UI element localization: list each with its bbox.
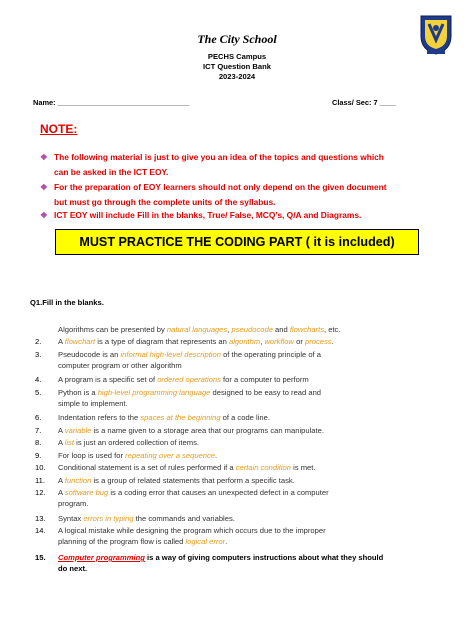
list-item: 12. A software bug is a coding error that causes an unexpected defect in a computer program. xyxy=(35,488,329,508)
name-field: Name: ________________________________ xyxy=(33,98,190,107)
list-item: Algorithms can be presented by natural languages, pseudocode and flowcharts, etc. xyxy=(58,325,341,334)
diamond-bullet-icon: ❖ xyxy=(40,152,48,162)
note-bullet: ❖ For the preparation of EOY learners should not only depend on the given document but must go through the complete units of the syllabus. xyxy=(40,182,387,207)
list-item: 5. Python is a high-level programming language designed to be easy to read and simple to implement. xyxy=(35,388,322,408)
class-section-field: Class/ Sec: 7 ____ xyxy=(332,98,397,107)
academic-year: 2023-2024 xyxy=(218,72,256,81)
document-title: ICT Question Bank xyxy=(203,62,271,71)
note-bullet: ❖ ICT EOY will include Fill in the blanks, True/ False, MCQ’s, Q/A and Diagrams. xyxy=(40,208,440,223)
school-crest-logo xyxy=(419,14,453,56)
list-item: 7. A variable is a name given to a storage area that our programs can manipulate. xyxy=(35,426,324,435)
list-item: 6. Indentation refers to the spaces at the beginning of a code line. xyxy=(35,413,270,422)
diamond-bullet-icon: ❖ xyxy=(40,182,48,192)
list-item: 8. A list is just an ordered collection of items. xyxy=(35,438,199,447)
list-item: 3. Pseudocode is an informal high-level description of the operating principle of a computer program or other algorithm xyxy=(35,350,322,370)
list-item: 14. A logical mistake while designing the program which occurs due to the improper planning of the program flow is called logical error. xyxy=(35,526,326,546)
campus-name: PECHS Campus xyxy=(207,52,267,61)
list-item: 4. A program is a specific set of ordered operations for a computer to perform xyxy=(35,375,309,384)
school-name: The City School xyxy=(197,32,277,46)
practice-banner: MUST PRACTICE THE CODING PART ( it is included) xyxy=(55,229,419,255)
list-item: 15. Computer programming is a way of giving computers instructions about what they should do next. xyxy=(35,553,384,573)
list-item: 10. Conditional statement is a set of rules performed if a certain condition is met. xyxy=(35,463,316,472)
note-heading: NOTE: xyxy=(40,122,78,136)
list-item: 11. A function is a group of related statements that perform a specific task. xyxy=(35,476,295,485)
list-item: 13. Syntax errors in typing the commands and variables. xyxy=(35,514,235,523)
list-item: 9. For loop is used for repeating over a sequence. xyxy=(35,451,218,460)
note-bullet: ❖ The following material is just to give you an idea of the topics and questions which can be asked in the ICT EOY. xyxy=(40,152,384,177)
diamond-bullet-icon: ❖ xyxy=(40,210,48,220)
question-heading: Q1.Fill in the blanks. xyxy=(30,298,104,307)
list-item: 2. A flowchart is a type of diagram that represents an algorithm, workflow or process. xyxy=(35,337,334,346)
